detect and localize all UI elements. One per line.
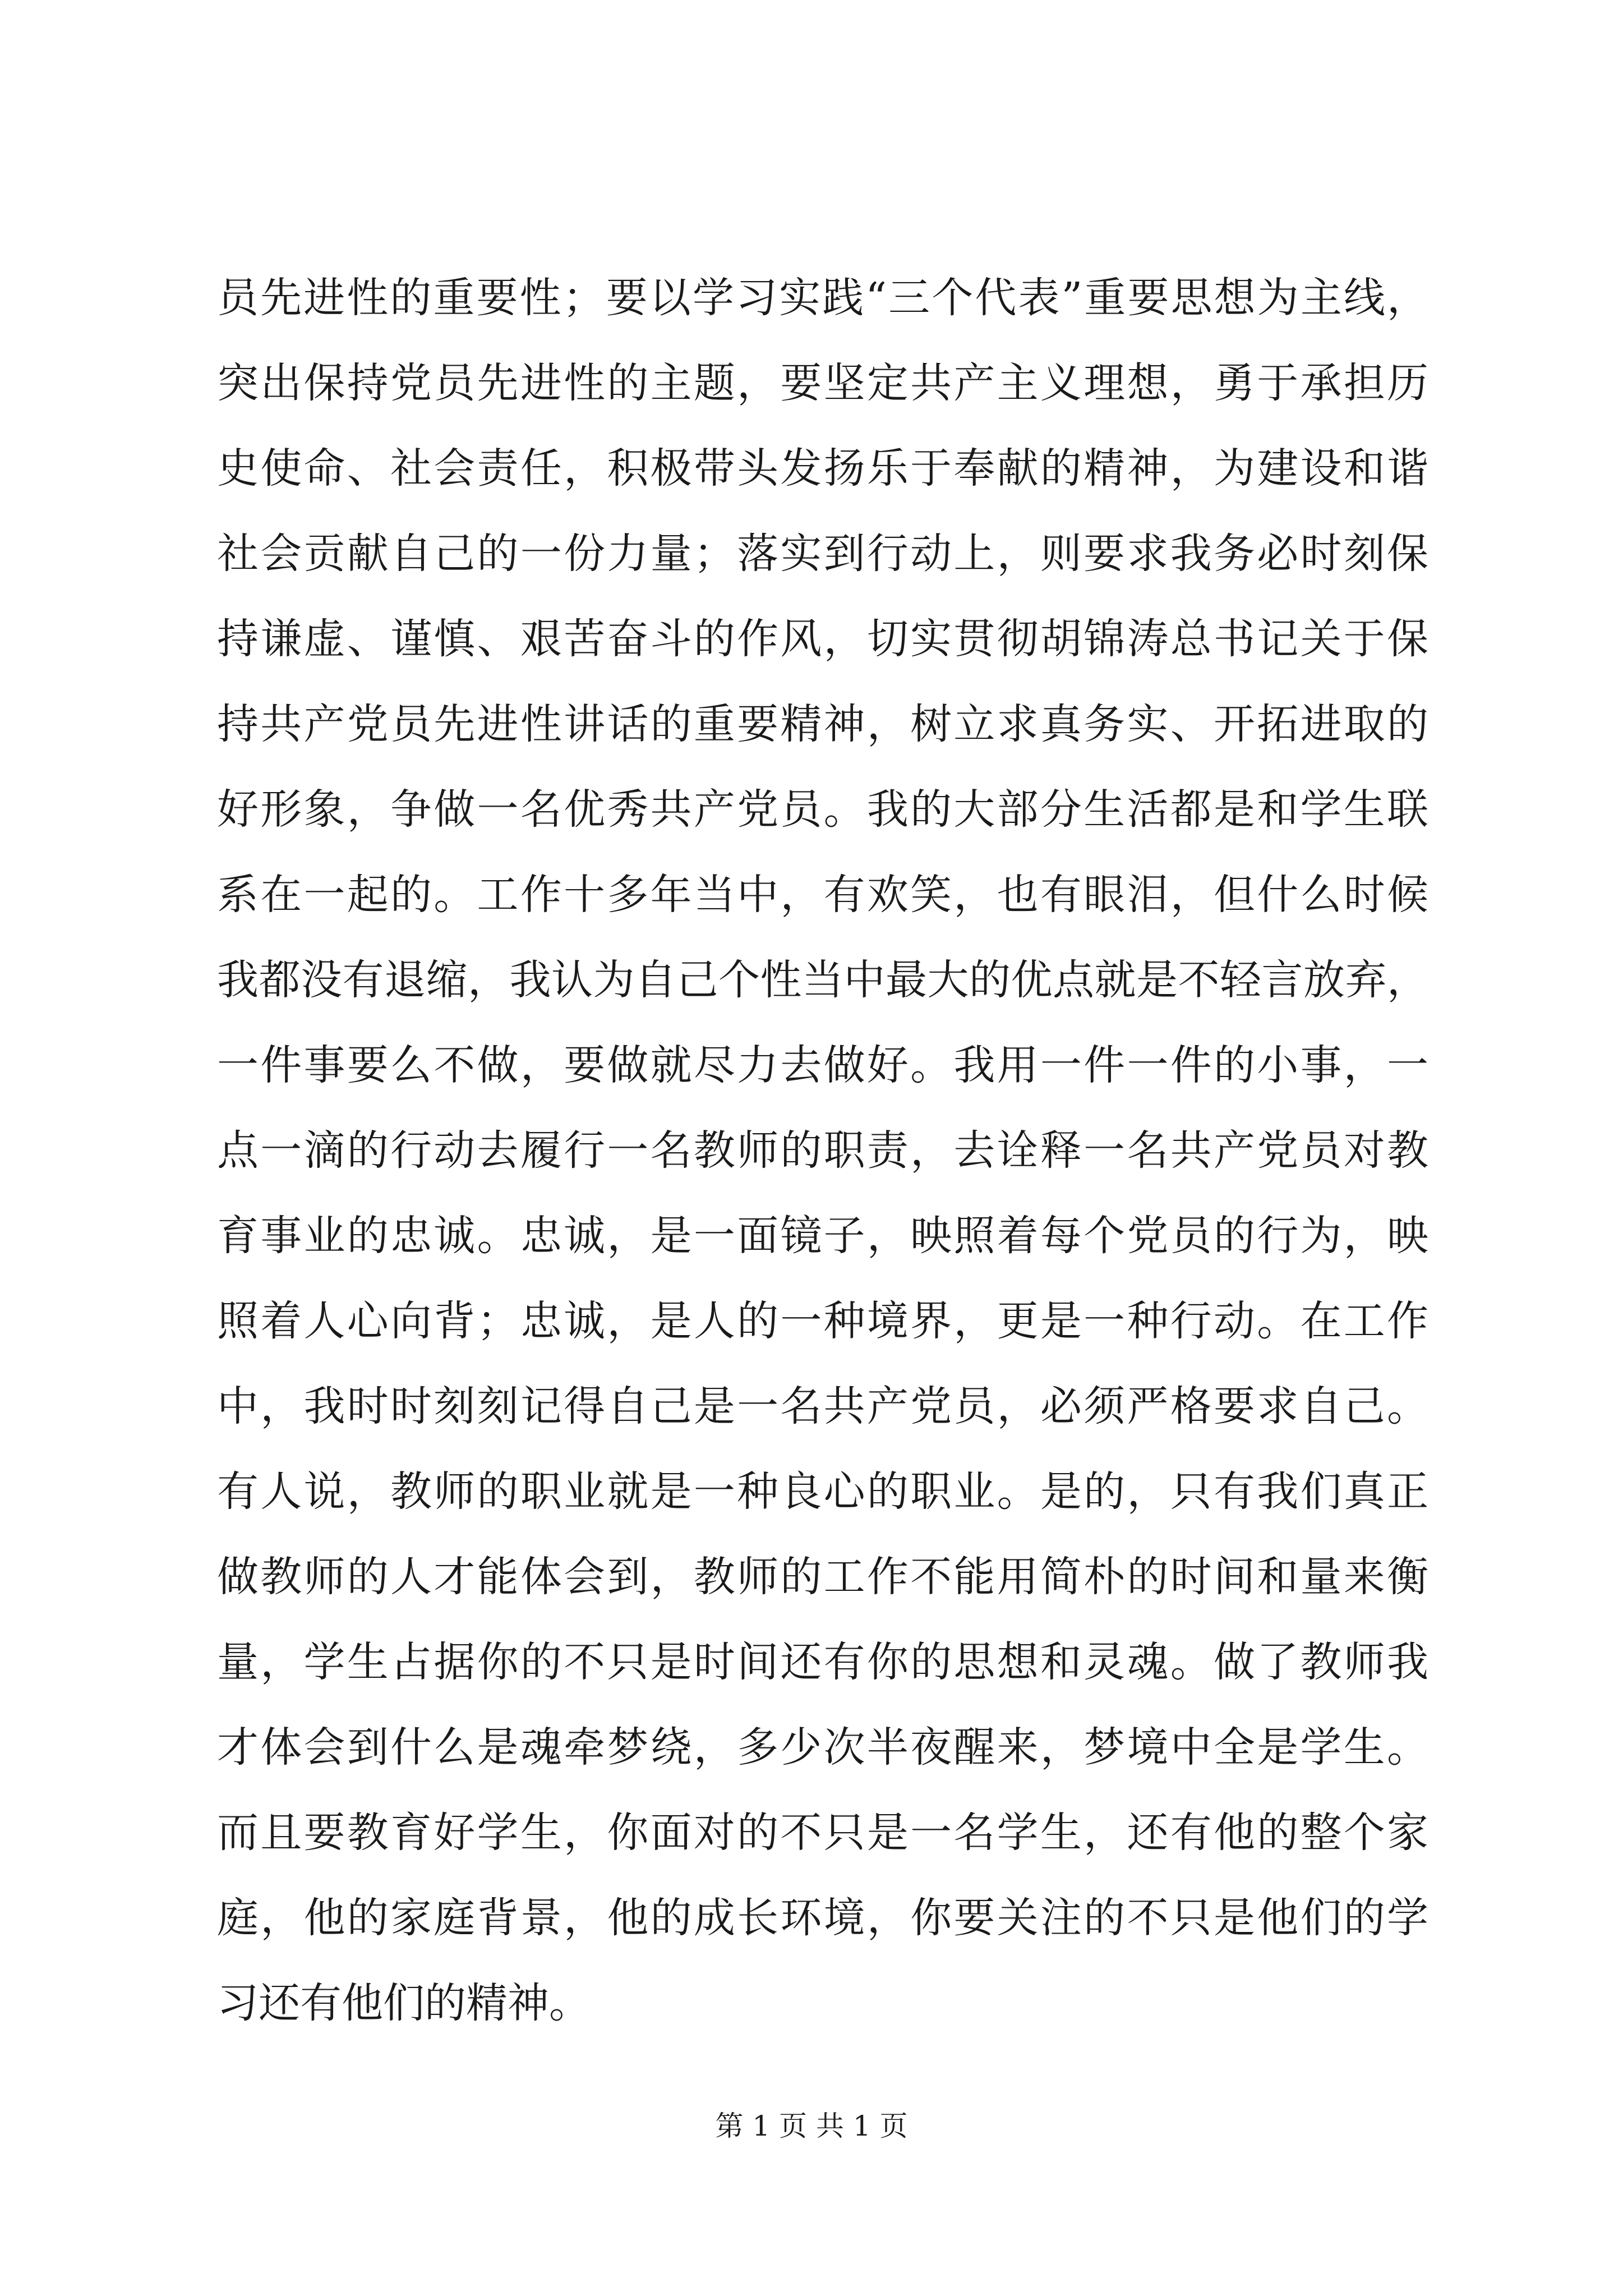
text-line: 突出保持党员先进性的主题，要坚定共产主义理想，勇于承担历 <box>217 359 1428 407</box>
text-line: 庭，他的家庭背景，他的成长环境，你要关注的不只是他们的学 <box>217 1894 1428 1942</box>
text-line: 员先进性的重要性；要以学习实践“三个代表”重要思想为主线， <box>217 274 1428 322</box>
body-paragraph <box>217 255 1428 2046</box>
text-line: 持共产党员先进性讲话的重要精神，树立求真务实、开拓进取的 <box>217 700 1428 748</box>
text-line: 中，我时时刻刻记得自己是一名共产党员，必须严格要求自己。 <box>217 1382 1428 1430</box>
text-line: 有人说，教师的职业就是一种良心的职业。是的，只有我们真正 <box>217 1467 1428 1516</box>
text-line: 才体会到什么是魂牵梦绕，多少次半夜醒来，梦境中全是学生。 <box>217 1723 1428 1772</box>
text-line: 做教师的人才能体会到，教师的工作不能用简朴的时间和量来衡 <box>217 1553 1428 1601</box>
text-line: 一件事要么不做，要做就尽力去做好。我用一件一件的小事，一 <box>217 1041 1428 1089</box>
page-number-footer: 第 1 页 共 1 页 <box>715 2110 908 2142</box>
text-line: 而且要教育好学生，你面对的不只是一名学生，还有他的整个家 <box>217 1809 1428 1857</box>
text-line: 育事业的忠诚。忠诚，是一面镜子，映照着每个党员的行为，映 <box>217 1212 1428 1260</box>
text-line: 社会贡献自己的一份力量；落实到行动上，则要求我务必时刻保 <box>217 530 1428 578</box>
text-line: 点一滴的行动去履行一名教师的职责，去诠释一名共产党员对教 <box>217 1126 1428 1175</box>
text-line: 好形象，争做一名优秀共产党员。我的大部分生活都是和学生联 <box>217 785 1428 834</box>
text-line: 照着人心向背；忠诚，是人的一种境界，更是一种行动。在工作 <box>217 1297 1428 1345</box>
text-line: 持谦虚、谨慎、艰苦奋斗的作风，切实贯彻胡锦涛总书记关于保 <box>217 615 1428 663</box>
text-line: 量，学生占据你的不只是时间还有你的思想和灵魂。做了教师我 <box>217 1638 1428 1686</box>
text-line: 史使命、社会责任，积极带头发扬乐于奉献的精神，为建设和谐 <box>217 444 1428 493</box>
text-line: 系在一起的。工作十多年当中，有欢笑，也有眼泪，但什么时候 <box>217 871 1428 919</box>
text-line: 习还有他们的精神。 <box>217 1979 591 2027</box>
text-line: 我都没有退缩，我认为自己个性当中最大的优点就是不轻言放弃， <box>217 956 1428 1004</box>
